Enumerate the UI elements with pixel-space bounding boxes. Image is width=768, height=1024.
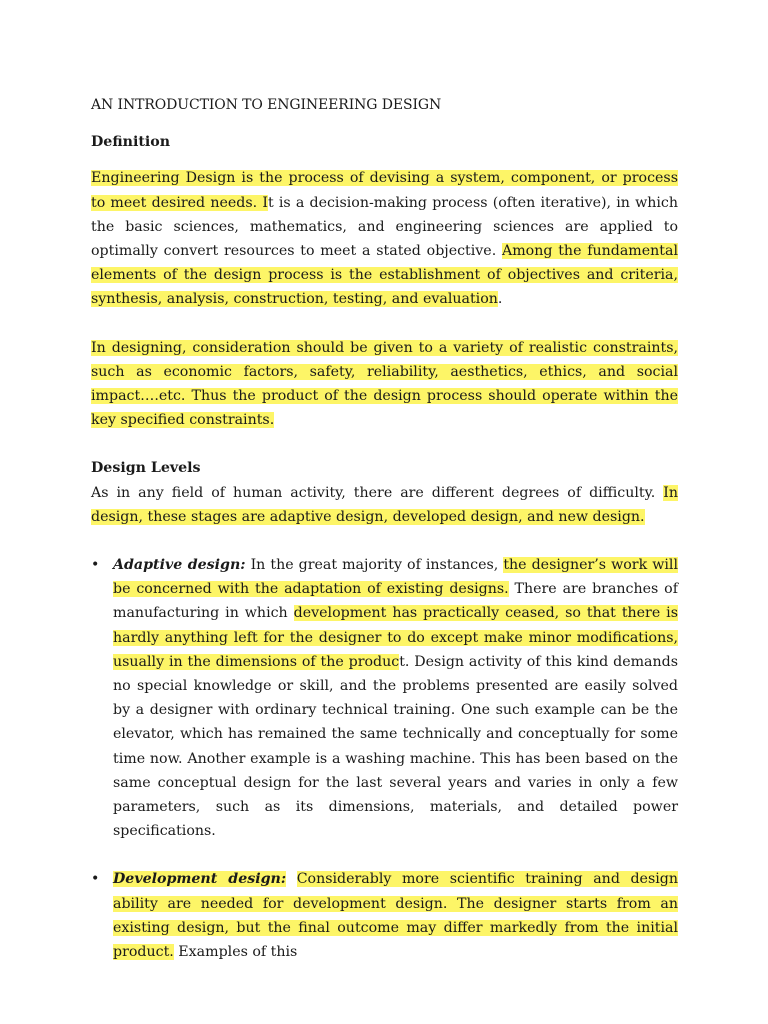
- text-run: Among the fundamental elements of the design process is the establishment of objectives and criteria, synthesis, analysis, construction, testing, and evaluation: [91, 243, 678, 308]
- definition-paragraph-1: [91, 166, 678, 311]
- section-heading-design-levels: Design Levels: [91, 460, 201, 477]
- section-heading-definition: Definition: [91, 134, 171, 151]
- text-run: the designer’s work will be concerned with the adaptation of existing designs.: [113, 557, 678, 598]
- text-run: In designing, consideration should be given to a variety of realistic constraints, such as economic factors, safety, reliability, aesthetics, ethics, and social impact….etc. Thus the product of the design process should operate within the key specified constraints.: [91, 339, 678, 429]
- text-run: Engineering Design is the process of devising a system, component, or process to meet desired needs. I: [91, 170, 678, 211]
- text-run: There are branches of manufacturing in which: [113, 581, 678, 622]
- text-run: As in any field of human activity, there are different degrees of difficulty.: [91, 484, 664, 501]
- spacer: [91, 529, 678, 553]
- text-run: In design, these stages are adaptive design, developed design, and new design.: [91, 484, 678, 525]
- text-run: [286, 871, 297, 887]
- text-run: In the great majority of instances,: [245, 557, 504, 574]
- definition-paragraph-2: [91, 336, 678, 433]
- spacer: [91, 432, 678, 456]
- document-page: [91, 93, 678, 988]
- list-item-adaptive-design: [91, 553, 678, 843]
- document-title: AN INTRODUCTION TO ENGINEERING DESIGN: [91, 97, 442, 113]
- text-run: t. Design activity of this kind demands no special knowledge or skill, and the problems presented are easily solved by a designer with ordinary technical training. One such example can be the elevator, which has remained the same technically and conceptually for some time now. Another example is a washing machine. This has been based on the same conceptual design for the last several years and varies in only a few parameters, such as its dimensions, materials, and detailed power specifications.: [113, 653, 678, 840]
- list-item-development-design: [91, 867, 678, 964]
- text-run: Examples of this: [173, 944, 298, 961]
- bullet-icon: •: [91, 557, 100, 574]
- text-run: .: [497, 291, 503, 308]
- text-run: development has practically ceased, so that there is hardly anything left for the designer to do except make minor modifications, usually in the dimensions of the produc: [113, 605, 678, 670]
- design-levels-paragraph: [91, 481, 678, 529]
- list-item-term: Adaptive design:: [113, 557, 246, 574]
- spacer: [91, 154, 678, 166]
- bullet-icon: •: [91, 871, 100, 888]
- design-levels-list: [91, 553, 678, 964]
- text-run: t is a decision-making process (often iterative), in which the basic sciences, mathematics, and engineering sciences are applied to optimally convert resources to meet a stated objective.: [91, 194, 678, 260]
- text-run: Considerably more scientific training and design ability are needed for development design. The designer starts from an existing design, but the final outcome may differ markedly from the initial product.: [113, 871, 678, 961]
- spacer: [91, 312, 678, 336]
- list-item-term: Development design:: [113, 871, 287, 888]
